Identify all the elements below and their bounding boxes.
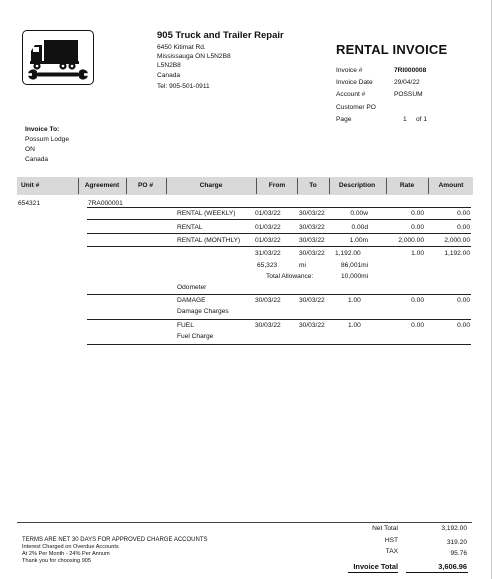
row-charge: RENTAL (MONTHLY) [177,237,241,244]
terms-text: Thank you for choosing 905 [22,558,92,564]
row-divider [87,233,471,234]
row-divider [87,294,471,295]
mileage-to: 30/03/22 [299,250,325,257]
col-header-po: PO # [138,182,154,189]
footer-divider [17,522,472,523]
net-total-label: Net Total [372,525,398,532]
mileage-rate: 1.00 [411,250,424,257]
account-number: POSSUM [394,91,423,98]
row-to: 30/03/22 [299,297,325,304]
page-total: of 1 [416,116,427,123]
col-header-agreement: Agreement [84,182,120,189]
row-charge: RENTAL (WEEKLY) [177,210,236,217]
row-rate: 0.00 [411,322,424,329]
row-from: 01/03/22 [255,210,281,217]
invoice-to-label: Invoice To: [25,126,60,133]
row-description: 1.00 [348,322,361,329]
row-divider [87,246,471,247]
row-description: 0.00w [350,210,368,217]
row-amount: 0.00 [457,224,470,231]
hst-label: HST [384,537,398,544]
company-phone: Tel: 905-501-0911 [157,83,210,90]
odometer-distance: 86,001mi [341,262,369,269]
row-divider [87,207,471,208]
row-amount: 0.00 [457,297,470,304]
col-header-rate: Rate [399,182,415,189]
row-divider [87,319,471,320]
row-from: 01/03/22 [255,237,281,244]
truck-wrench-icon [23,31,92,83]
col-header-description: Description [338,182,376,189]
row-rate: 0.00 [411,224,424,231]
invoice-title: RENTAL INVOICE [336,42,448,57]
mileage-from: 31/03/22 [255,250,281,257]
customer-province: ON [25,146,35,153]
row-description: 1.00 [348,297,361,304]
row-amount: 0.00 [457,210,470,217]
col-header-from: From [268,182,286,189]
row-charge-description: Fuel Charge [177,333,214,340]
invoice-date-label: Invoice Date [336,79,373,86]
company-name: 905 Truck and Trailer Repair [157,30,284,41]
terms-text: TERMS ARE NET 30 DAYS FOR APPROVED CHARGE ACCOUNTS [22,537,208,543]
row-amount: 2,000.00 [444,237,470,244]
row-charge-description: Damage Charges [177,308,229,315]
invoice-date: 29/04/22 [394,79,420,86]
row-from: 01/03/22 [255,224,281,231]
row-divider [87,344,471,345]
col-header-amount: Amount [438,182,464,189]
hst-amount: 319.20 [446,539,467,546]
customer-country: Canada [25,156,49,163]
company-address-line: 6450 Kitimat Rd. [157,44,206,51]
invoice-number: 7RI000008 [394,67,427,74]
page-label: Page [336,116,352,123]
row-rate: 0.00 [411,297,424,304]
company-address-line: L5N2B8 [157,62,181,69]
net-total: 3,192.00 [441,525,467,532]
row-to: 30/03/22 [299,322,325,329]
row-from: 30/03/22 [255,322,281,329]
row-charge: DAMAGE [177,297,206,304]
row-amount: 0.00 [457,322,470,329]
row-to: 30/03/22 [299,224,325,231]
invoice-total: 3,606.96 [438,562,467,571]
row-description: 1.00m [349,237,368,244]
odometer-unit: mi [299,262,306,269]
row-to: 30/03/22 [299,210,325,217]
row-description: 0.00d [351,224,368,231]
total-allowance: 10,000mi [341,273,369,280]
total-underline [406,572,468,573]
row-rate: 2,000.00 [398,237,424,244]
total-underline [348,572,398,573]
agreement-number: 7RA000001 [88,200,123,207]
odometer-reading: 65,323 [257,262,278,269]
unit-number: 654321 [18,200,41,207]
invoice-total-label: Invoice Total [353,562,398,571]
company-logo [22,30,94,85]
page-number: 1 [403,116,407,123]
company-address-line: Mississauga ON L5N2B8 [157,53,231,60]
row-divider [87,219,471,220]
total-allowance-label: Total Allowance: [266,273,314,280]
terms-text: Interest Charged on Overdue Accounts [22,544,119,550]
col-header-to: To [309,182,317,189]
row-to: 30/03/22 [299,237,325,244]
mileage-quantity: 1,192.00 [335,250,361,257]
customer-name: Possum Lodge [25,136,69,143]
row-charge: RENTAL [177,224,203,231]
terms-text: At 2% Per Month - 24% Per Annum [22,551,110,557]
col-header-charge: Charge [199,182,223,189]
invoice-number-label: Invoice # [336,67,363,74]
company-address-line: Canada [157,72,181,79]
customer-po-label: Customer PO [336,104,376,111]
odometer-label: Odometer [177,284,207,291]
row-charge: FUEL [177,322,194,329]
row-rate: 0.00 [411,210,424,217]
col-header-unit: Unit # [21,182,40,189]
row-from: 30/03/22 [255,297,281,304]
account-number-label: Account # [336,91,366,98]
mileage-amount: 1,192.00 [444,250,470,257]
tax-amount: 95.76 [450,550,467,557]
tax-label: TAX [385,548,398,555]
